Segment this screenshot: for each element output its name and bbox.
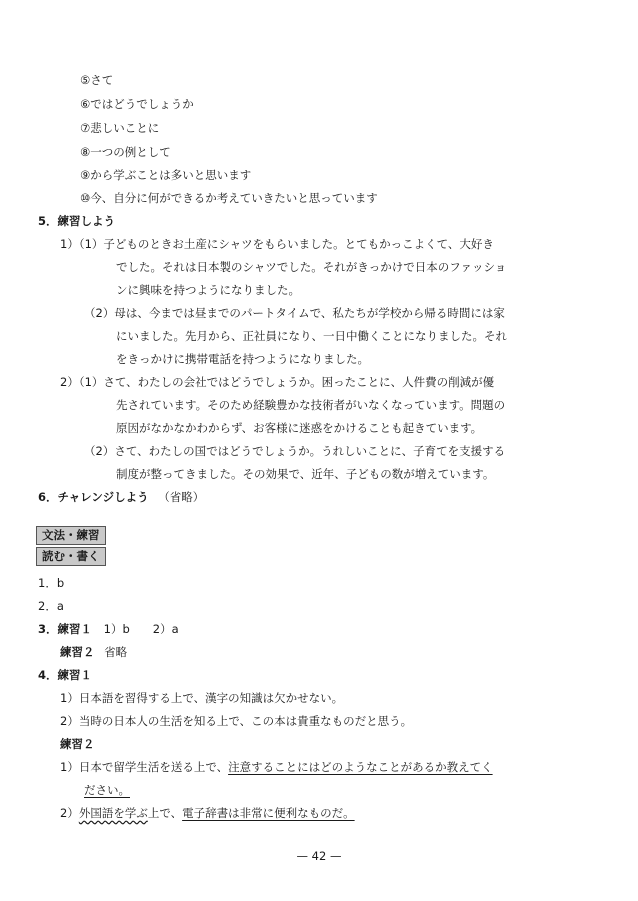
answer-3 bbox=[38, 621, 179, 637]
s5-line-8: 先されています。そのため経験豊かな技術者がいなくなっています。問題の bbox=[116, 398, 506, 412]
answer-3-practice-2 bbox=[60, 644, 127, 660]
practice-2-item-2 bbox=[60, 805, 355, 821]
answer-2: 2．a bbox=[38, 599, 64, 613]
practice-2-item-1-lead: 1）日本で留学生活を送る上で、 bbox=[60, 760, 229, 774]
s5-line-4: （2）母は、今までは昼までのパートタイムで、私たちが学校から帰る時間には家 bbox=[84, 306, 505, 320]
phrase-7: ⑦悲しいことに bbox=[80, 121, 160, 135]
reading-box-label: 読む・書く bbox=[36, 547, 106, 566]
page-number: — 42 — bbox=[296, 849, 342, 863]
s5-line-1: 1）（1）子どものときお土産にシャツをもらいました。とてもかっこよくて、大好き bbox=[60, 237, 494, 251]
section-5-heading: 5．練習しよう bbox=[38, 214, 116, 228]
practice-2-item-1-underlined-cont: ださい。 bbox=[84, 783, 130, 797]
practice-2-item-2-num: 2） bbox=[60, 806, 79, 820]
s5-line-3: ンに興味を持つようになりました。 bbox=[116, 283, 300, 297]
s5-line-7: 2）（1）さて、わたしの会社ではどうでしょうか。困ったことに、人件費の削減が優 bbox=[60, 375, 495, 389]
s5-line-5: にいました。先月から、正社員になり、一日中働くことになりました。それ bbox=[116, 329, 507, 343]
answer-3-values: 1）b 2）a bbox=[103, 622, 179, 636]
s5-line-11: 制度が整ってきました。その効果で、近年、子どもの数が増えています。 bbox=[116, 467, 495, 481]
answer-4-label: 4．練習１ bbox=[38, 668, 93, 682]
phrase-9: ⑨から学ぶことは多いと思います bbox=[80, 168, 252, 182]
practice-2-item-2-wavy: 外国語を学ぶ bbox=[78, 806, 148, 820]
section-6-note: （省略） bbox=[158, 490, 205, 504]
s5-line-6: をきっかけに携帯電話を持つようになりました。 bbox=[116, 352, 369, 366]
grammar-box-label: 文法・練習 bbox=[36, 526, 106, 545]
practice-2-item-1-underlined: 注意することにはどのようなことがあるか教えてく bbox=[228, 760, 493, 774]
answer-1: 1．b bbox=[38, 576, 65, 590]
answer-3-practice-2-value: 省略 bbox=[104, 645, 128, 659]
answer-3-label: 3．練習１ bbox=[38, 622, 93, 636]
phrase-5: ⑤さて bbox=[80, 73, 114, 87]
practice-2-label: 練習２ bbox=[60, 737, 95, 751]
practice-2-item-2-underlined: 電子辞書は非常に便利なものだ。 bbox=[182, 806, 355, 820]
answer-3-practice-2-label: 練習２ bbox=[60, 645, 95, 659]
phrase-8: ⑧一つの例として bbox=[80, 145, 171, 159]
s5-line-2: でした。それは日本製のシャツでした。それがきっかけで日本のファッショ bbox=[116, 260, 507, 274]
practice-2-item-1-cont bbox=[84, 782, 130, 798]
section-6 bbox=[38, 489, 204, 505]
s5-line-9: 原因がなかなかわからず、お客様に迷惑をかけることも起きています。 bbox=[116, 421, 483, 435]
phrase-10: ⑩今、自分に何ができるか考えていきたいと思っています bbox=[80, 191, 378, 205]
section-6-heading: 6．チャレンジしよう bbox=[38, 490, 149, 504]
practice-2-item-2-mid: 上で、 bbox=[147, 806, 183, 820]
s5-line-10: （2）さて、わたしの国ではどうでしょうか。うれしいことに、子育てを支援する bbox=[84, 444, 506, 458]
answer-4-item-2: 2）当時の日本人の生活を知る上で、この本は貴重なものだと思う。 bbox=[60, 714, 413, 728]
phrase-6: ⑥ではどうでしょうか bbox=[80, 97, 194, 111]
practice-2-item-1 bbox=[60, 759, 493, 775]
answer-4-item-1: 1）日本語を習得する上で、漢字の知識は欠かせない。 bbox=[60, 691, 344, 705]
